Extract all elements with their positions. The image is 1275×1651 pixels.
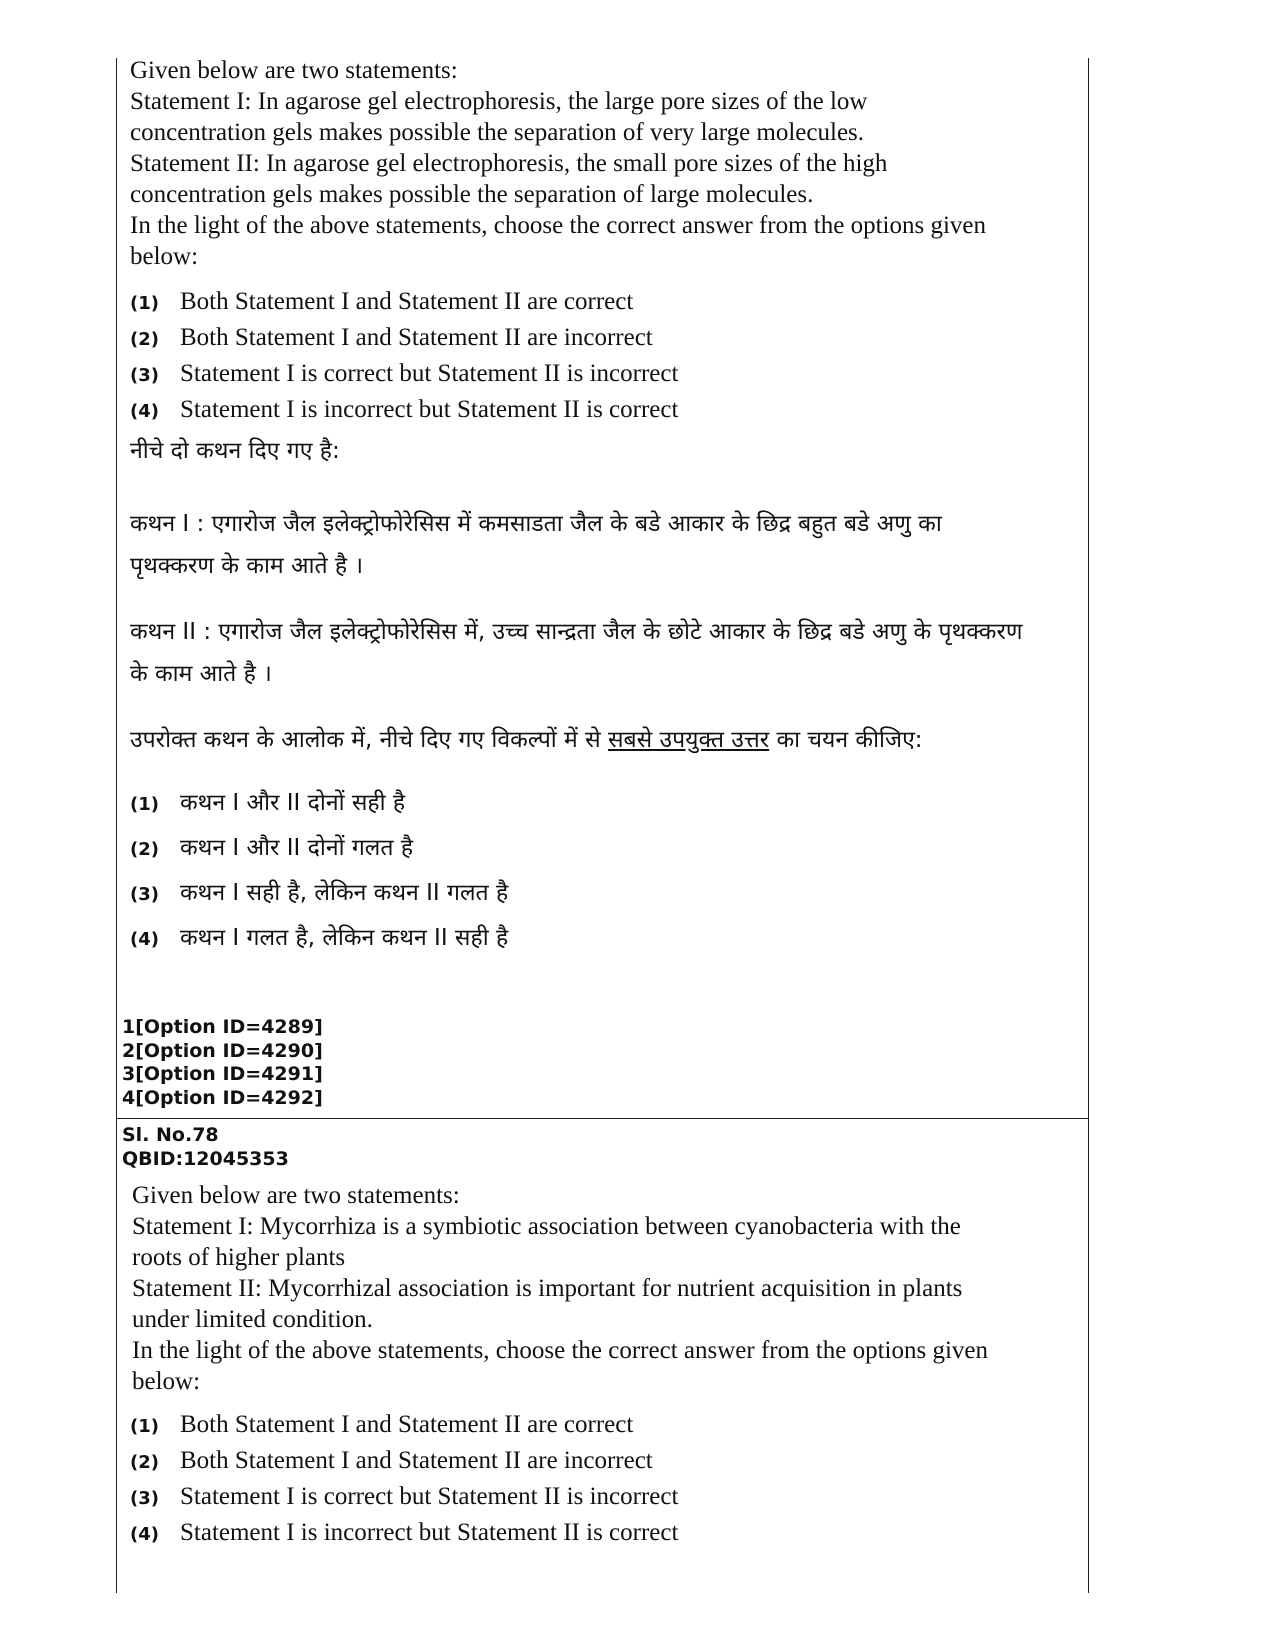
q77-hindi-intro: नीचे दो कथन दिए गए है: [130, 438, 340, 464]
q77-hindi-option-1[interactable] [130, 785, 1065, 830]
option-text: Statement I is incorrect but Statement II is correct [180, 1519, 679, 1546]
option-number: (3) [130, 365, 159, 386]
q77-statement-2: Statement II: In agarose gel electrophoresis, the small pore sizes of the high concentration gels makes possible the separation of large molecules. [130, 150, 888, 208]
q78-option-1[interactable] [130, 1411, 1065, 1447]
option-number: (1) [130, 794, 159, 815]
option-number: (3) [130, 884, 159, 905]
q77-option-4[interactable] [130, 396, 1065, 432]
q78-option-4[interactable] [130, 1519, 1065, 1555]
q77-statement-1: Statement I: In agarose gel electrophoresis, the large pore sizes of the low concentration gels makes possible the separation of very large molecules. [130, 88, 868, 146]
q78-english-options [130, 1411, 1065, 1555]
q77-option-ids [122, 1016, 323, 1110]
q77-english-options [130, 288, 1065, 432]
option-number: (2) [130, 329, 159, 350]
option-text: कथन I सही है, लेकिन कथन II गलत है [180, 880, 509, 906]
option-text: Statement I is incorrect but Statement II is correct [180, 396, 679, 423]
option-number: (2) [130, 839, 159, 860]
option-text: Both Statement I and Statement II are incorrect [180, 324, 653, 351]
q78-english-stem [132, 1180, 1067, 1397]
q78-option-3[interactable] [130, 1483, 1065, 1519]
q78-header [122, 1124, 289, 1171]
q77-hindi-question [130, 719, 1000, 761]
q77-option-1[interactable] [130, 288, 1065, 324]
option-text: Both Statement I and Statement II are correct [180, 288, 634, 315]
q77-hindi-options [130, 785, 1065, 965]
q78-question: In the light of the above statements, choose the correct answer from the options given below: [132, 1337, 988, 1395]
option-id-4: 4[Option ID=4292] [122, 1086, 323, 1109]
option-text: Statement I is correct but Statement II is incorrect [180, 360, 679, 387]
option-number: (1) [130, 1416, 159, 1437]
option-number: (1) [130, 293, 159, 314]
option-text: कथन I गलत है, लेकिन कथन II सही है [180, 925, 509, 951]
row-divider [116, 1118, 1089, 1119]
q77-hindi-option-2[interactable] [130, 830, 1065, 875]
option-text: कथन I और II दोनों सही है [180, 790, 406, 816]
option-number: (4) [130, 1524, 159, 1545]
option-number: (4) [130, 401, 159, 422]
q77-hindi-stem [130, 433, 1065, 761]
option-text: कथन I और II दोनों गलत है [180, 835, 414, 861]
option-number: (4) [130, 929, 159, 950]
q77-question: In the light of the above statements, choose the correct answer from the options given below: [130, 212, 986, 270]
q77-hindi-option-3[interactable] [130, 875, 1065, 920]
q77-option-2[interactable] [130, 324, 1065, 360]
q77-hindi-question-start: उपरोक्त कथन के आलोक में, नीचे दिए गए विकल्पों में से [130, 727, 608, 753]
q77-hindi-statement-1: कथन I : एगारोज जैल इलेक्ट्रोफोरेसिस में कमसाडता जैल के बडे आकार के छिद्र बहुत बडे अणु का पृथक्करण के काम आते है । [130, 511, 942, 579]
q78-statement-2: Statement II: Mycorrhizal association is important for nutrient acquisition in plants under limited condition. [132, 1275, 963, 1333]
q77-hindi-question-end: का चयन कीजिए: [769, 727, 923, 753]
option-number: (2) [130, 1452, 159, 1473]
q77-option-3[interactable] [130, 360, 1065, 396]
option-id-1: 1[Option ID=4289] [122, 1016, 323, 1038]
option-text: Statement I is correct but Statement II is incorrect [180, 1483, 679, 1510]
q78-intro: Given below are two statements: [132, 1182, 460, 1209]
q77-hindi-statement-2: कथन II : एगारोज जैल इलेक्ट्रोफोरेसिस में, उच्च सान्द्रता जैल के छोटे आकार के छिद्र बडे अणु के पृथक्करण के काम आते है । [130, 619, 1023, 687]
q78-statement-1: Statement I: Mycorrhiza is a symbiotic association between cyanobacteria with the roots of higher plants [132, 1213, 961, 1271]
q78-option-2[interactable] [130, 1447, 1065, 1483]
qbid: QBID:12045353 [122, 1147, 289, 1170]
q77-intro: Given below are two statements: [130, 57, 458, 84]
q77-english-stem [130, 55, 1065, 272]
q77-hindi-option-4[interactable] [130, 920, 1065, 965]
option-id-2: 2[Option ID=4290] [122, 1039, 323, 1062]
option-text: Both Statement I and Statement II are correct [180, 1411, 634, 1438]
option-id-3: 3[Option ID=4291] [122, 1063, 323, 1085]
option-number: (3) [130, 1488, 159, 1509]
option-text: Both Statement I and Statement II are incorrect [180, 1447, 653, 1474]
serial-number: Sl. No.78 [122, 1124, 219, 1146]
q77-hindi-question-emphasis: सबसे उपयुक्त उत्तर [607, 727, 770, 753]
